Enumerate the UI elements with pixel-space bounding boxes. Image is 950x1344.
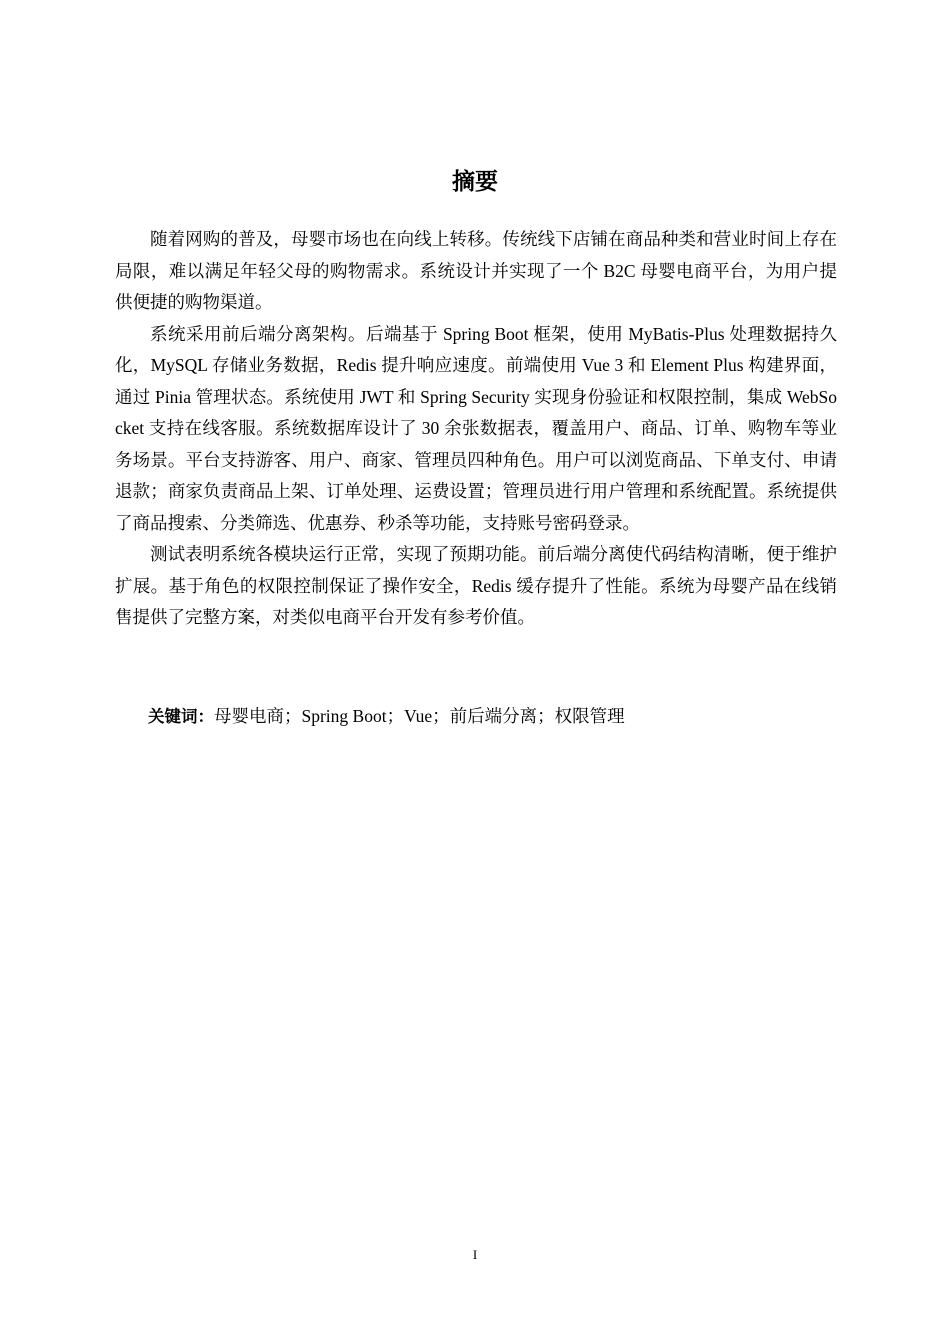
abstract-paragraph-2: 系统采用前后端分离架构。后端基于 Spring Boot 框架，使用 MyBatis-Plus 处理数据持久化，MySQL 存储业务数据，Redis 提升响应速度。前端使用 Vue 3 和 Element Plus 构建界面，通过 Pinia 管理状态。系统使用 JWT 和 Spring Security 实现身份验证和权限控制，集成 WebSocket 支持在线客服。系统数据库设计了 30 余张数据表，覆盖用户、商品、订单、购物车等业务场景。平台支持游客、用户、商家、管理员四种角色。用户可以浏览商品、下单支付、申请退款；商家负责商品上架、订单处理、运费设置；管理员进行用户管理和系统配置。系统提供了商品搜索、分类筛选、优惠券、秒杀等功能，支持账号密码登录。 <box>115 323 837 533</box>
page-number: I <box>472 1247 478 1262</box>
abstract-body <box>115 224 837 634</box>
keywords-line <box>148 701 838 732</box>
keywords-text: 母婴电商；Spring Boot；Vue；前后端分离；权限管理 <box>214 706 625 726</box>
abstract-paragraph-3: 测试表明系统各模块运行正常，实现了预期功能。前后端分离使代码结构清晰，便于维护扩展。基于角色的权限控制保证了操作安全，Redis 缓存提升了性能。系统为母婴产品在线销售提供了完整方案，对类似电商平台开发有参考价值。 <box>115 544 837 627</box>
keywords-label: 关键词： <box>148 707 214 726</box>
abstract-paragraph-1: 随着网购的普及，母婴市场也在向线上转移。传统线下店铺在商品种类和营业时间上存在局限，难以满足年轻父母的购物需求。系统设计并实现了一个 B2C 母婴电商平台，为用户提供便捷的购物渠道。 <box>115 229 837 312</box>
page-title: 摘要 <box>452 169 498 195</box>
